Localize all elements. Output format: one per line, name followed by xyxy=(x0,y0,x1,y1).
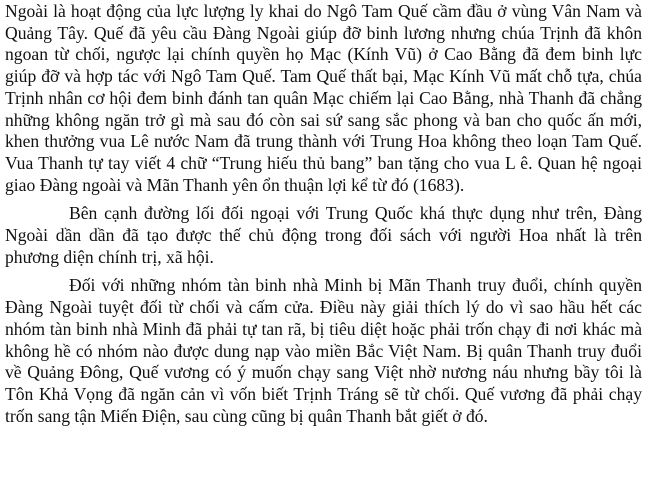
paragraph-spacer xyxy=(5,196,642,203)
document-page xyxy=(5,1,642,427)
paragraph-2: Bên cạnh đường lối đối ngoại với Trung Quốc khá thực dụng như trên, Đàng Ngoài dần dần đã tạo được thế chủ động trong đối sách với người Hoa nhất là trên phương diện chính trị, xã hội. xyxy=(5,203,642,267)
paragraph-3: Đối với những nhóm tàn binh nhà Minh bị Mãn Thanh truy đuổi, chính quyền Đàng Ngoài tuyệt đối từ chối và cấm cửa. Điều này giải thích lý do vì sao hầu hết các nhóm tàn binh nhà Minh đã phải tự tan rã, bị tiêu diệt hoặc phải trốn chạy đi nơi khác mà không hề có nhóm nào được dung nạp vào miền Bắc Việt Nam. Bị quân Thanh truy đuổi về Quảng Đông, Quế vương có ý muốn chạy sang Việt nhờ nương náu nhưng bầy tôi là Tôn Khả Vọng đã ngăn cản vì vốn biết Trịnh Tráng sẽ từ chối. Quế vương đã phải chạy trốn sang tận Miến Điện, sau cùng cũng bị quân Thanh bắt giết ở đó. xyxy=(5,275,642,426)
paragraph-spacer xyxy=(5,268,642,275)
paragraph-1: Ngoài là hoạt động của lực lượng ly khai do Ngô Tam Quế cầm đầu ở vùng Vân Nam và Quảng Tây. Quế đã yêu cầu Đàng Ngoài giúp đỡ binh lương nhưng chúa Trịnh đã khôn ngoan từ chối, ngược lại chính quyền họ Mạc (Kính Vũ) ở Cao Bằng đã đem binh lực giúp đỡ và hợp tác với Ngô Tam Quế. Tam Quế thất bại, Mạc Kính Vũ mất chỗ tựa, chúa Trịnh nhân cơ hội đem binh đánh tan quân Mạc chiếm lại Cao Bằng, nhà Thanh đã chẳng những không ngăn trở gì mà sau đó còn sai sứ sang sắc phong và ban cho quốc ấn mới, khen thưởng vua Lê nước Nam đã trung thành với Trung Hoa không theo loạn Tam Quế. Vua Thanh tự tay viết 4 chữ “Trung hiếu thủ bang” ban tặng cho vua L ê. Quan hệ ngoại giao Đàng ngoài và Mãn Thanh yên ổn thuận lợi kể từ đó (1683). xyxy=(5,1,642,195)
